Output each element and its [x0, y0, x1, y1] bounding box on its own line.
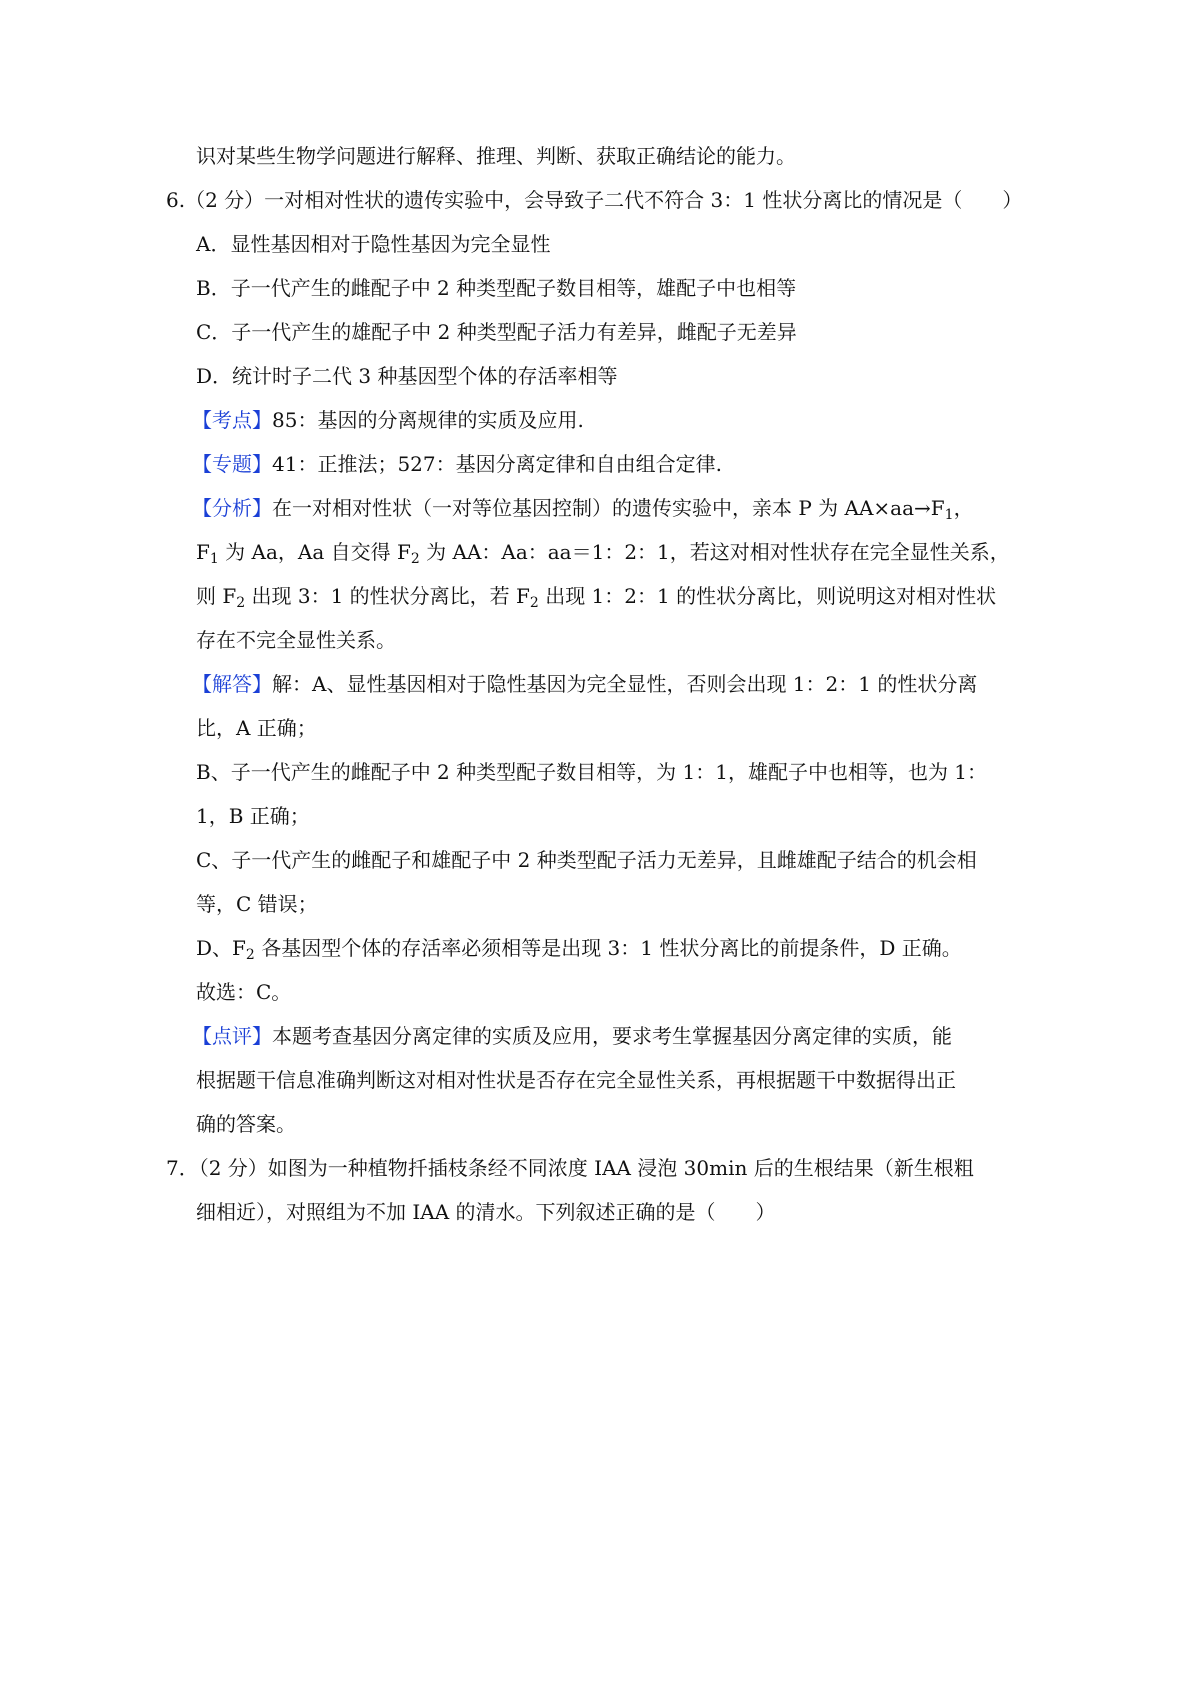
jieda-line-3: B、子一代产生的雌配子中 2 种类型配子数目相等，为 1：1，雄配子中也相等，也为 1： [196, 760, 988, 784]
jieda-line-6: 等，C 错误； [196, 892, 318, 916]
fenxi-line-4: 存在不完全显性关系。 [196, 628, 396, 652]
jieda-line-2: 比，A 正确； [196, 716, 317, 740]
jieda-line-1: 解：A、显性基因相对于隐性基因为完全显性，否则会出现 1：2：1 的性状分离 [272, 672, 978, 696]
text: 各基因型个体的存活率必须相等是出现 3：1 性状分离比的前提条件，D 正确。 [254, 936, 962, 960]
zhuanti-label: 专题 [212, 452, 252, 476]
text: 为 AA：Aa：aa＝1：2：1，若这对相对性状存在完全显性关系， [419, 540, 1010, 564]
fenxi-line-1: 在一对相对性状（一对等位基因控制）的遗传实验中，亲本 P 为 AA×aa→F [272, 496, 945, 520]
jieda-line-5: C、子一代产生的雌配子和雄配子中 2 种类型配子活力无差异，且雌雄配子结合的机会相 [196, 848, 977, 872]
kaodian-label: 考点 [212, 408, 252, 432]
question-6-stem: 6.（2 分）一对相对性状的遗传实验中，会导致子二代不符合 3：1 性状分离比的情况是（ ） [166, 188, 1023, 212]
dianping-line-2: 根据题干信息准确判断这对相对性状是否存在完全显性关系，再根据题干中数据得出正 [196, 1068, 956, 1092]
kaodian-section: 【考点】85：基因的分离规律的实质及应用. [192, 408, 584, 432]
fenxi-section: 【分析】在一对相对性状（一对等位基因控制）的遗传实验中，亲本 P 为 $AA\times aa\to F_1$， [192, 496, 974, 523]
kaodian-text: 85：基因的分离规律的实质及应用. [272, 408, 584, 432]
text: 出现 3：1 的性状分离比，若 F [245, 584, 530, 608]
fenxi-line-3 [196, 582, 996, 610]
fenxi-line-2 [196, 538, 1010, 566]
option-a: A．显性基因相对于隐性基因为完全显性 [196, 232, 551, 256]
jieda-label: 解答 [212, 672, 252, 696]
question-7-stem-line-1: 7．（2 分）如图为一种植物扦插枝条经不同浓度 IAA 浸泡 30min 后的生根结果（新生根粗 [166, 1156, 974, 1180]
subscript: 2 [410, 551, 420, 567]
dianping-line-3: 确的答案。 [196, 1112, 296, 1136]
jieda-line-4: 1，B 正确； [196, 804, 310, 828]
text: 则 F [196, 584, 237, 608]
subscript: 2 [236, 595, 246, 611]
question-7-stem-line-2: 细相近），对照组为不加 IAA 的清水。下列叙述正确的是（ ） [196, 1200, 776, 1224]
text: 为 Aa，Aa 自交得 F [218, 540, 411, 564]
option-b: B．子一代产生的雌配子中 2 种类型配子数目相等，雄配子中也相等 [196, 276, 797, 300]
zhuanti-section: 【专题】41：正推法；527：基因分离定律和自由组合定律. [192, 452, 722, 476]
jieda-line-7 [196, 934, 962, 962]
jieda-section: 【解答】解：A、显性基因相对于隐性基因为完全显性，否则会出现 1：2：1 的性状分离 [192, 672, 978, 696]
subscript: 2 [245, 947, 255, 963]
zhuanti-text: 41：正推法；527：基因分离定律和自由组合定律. [272, 452, 722, 476]
dianping-label: 点评 [212, 1024, 252, 1048]
subscript: 1 [944, 507, 954, 523]
text: F [196, 540, 210, 564]
dianping-line-1: 本题考查基因分离定律的实质及应用，要求考生掌握基因分离定律的实质，能 [272, 1024, 952, 1048]
fenxi-label: 分析 [212, 496, 252, 520]
text: D、F [196, 936, 246, 960]
subscript: 1 [209, 551, 219, 567]
intro-line: 识对某些生物学问题进行解释、推理、判断、获取正确结论的能力。 [196, 144, 796, 168]
dianping-section: 【点评】本题考查基因分离定律的实质及应用，要求考生掌握基因分离定律的实质，能 [192, 1024, 952, 1048]
jieda-line-8: 故选：C。 [196, 980, 292, 1004]
fenxi-line-1-end: ， [953, 496, 974, 520]
option-d: D．统计时子二代 3 种基因型个体的存活率相等 [196, 364, 618, 388]
subscript: 2 [529, 595, 539, 611]
text: 出现 1：2：1 的性状分离比，则说明这对相对性状 [538, 584, 997, 608]
option-c: C．子一代产生的雄配子中 2 种类型配子活力有差异，雌配子无差异 [196, 320, 797, 344]
